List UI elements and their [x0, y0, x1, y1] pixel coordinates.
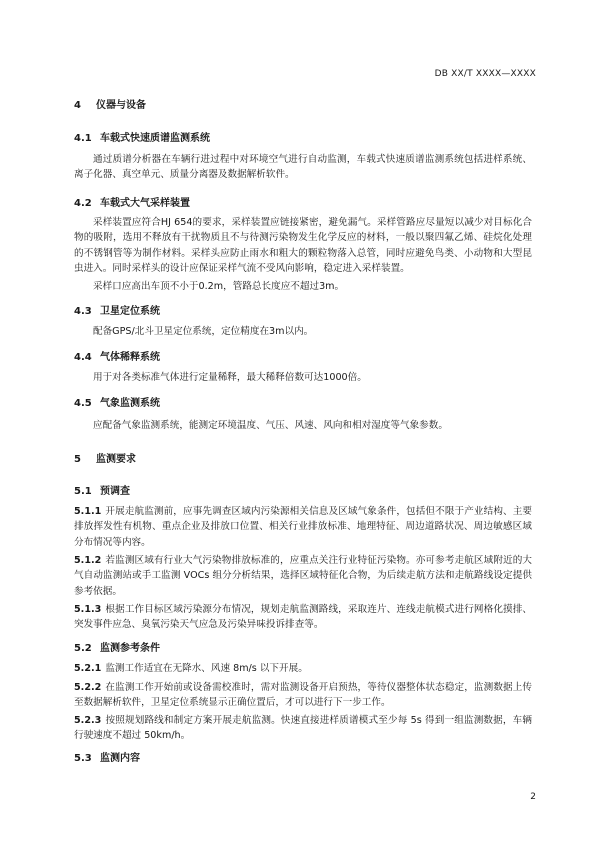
- clause-text: 按照规划路线和制定方案开展走航监测。快速直接进样质谱模式至少每 5s 得到一组监测数据，车辆行驶速度不超过 50km/h。: [74, 715, 532, 742]
- clause-title: 车载式快速质谱监测系统: [100, 133, 210, 144]
- clause-number: 4.5: [74, 398, 92, 409]
- clause-5-1-2: [74, 553, 532, 599]
- paragraph-4-2-b: 采样口应高出车顶不小于0.2m，管路总长度应不超过3m。: [93, 281, 345, 292]
- document-code: DB XX/T XXXX—XXXX: [434, 69, 536, 79]
- clause-title: 监测参考条件: [100, 643, 160, 654]
- clause-number: 5.3: [74, 753, 92, 764]
- clause-text: 开展走航监测前，应事先调查区域内污染源相关信息及区域气象条件，包括但不限于产业结构、主要排放挥发性有机物、重点企业及排放口位置、相关行业排放标准、地理特征、周边道路状况、周边敏感区域分布情况等内容。: [74, 506, 532, 548]
- clause-text: 若监测区域有行业大气污染物排放标准的，应重点关注行业特征污染物。亦可参考走航区域附近的大气自动监测站或手工监测 VOCs 组分分析结果，选择区域特征化合物，为后续走航方法和走航路线设定提供参考依据。: [74, 555, 532, 597]
- clause-title: 气体稀释系统: [100, 352, 160, 363]
- clause-text: 在监测工作开始前或设备需校准时，需对监测设备开启预热，等待仪器整体状态稳定，监测数据上传至数据解析软件，卫星定位系统显示正确位置后，才可以进行下一步工作。: [74, 682, 532, 709]
- clause-number: 5.2: [74, 643, 92, 654]
- clause-5-2-3: [74, 713, 532, 744]
- clause-heading-4-2: [74, 196, 532, 211]
- section-number: 4: [74, 100, 81, 111]
- clause-title: 卫星定位系统: [100, 306, 160, 317]
- clause-number: 5.1: [74, 486, 92, 497]
- paragraph-4-3: 配备GPS/北斗卫星定位系统，定位精度在3m以内。: [93, 326, 314, 337]
- clause-number: 5.2.2: [74, 682, 102, 693]
- section-number: 5: [74, 454, 81, 465]
- clause-number: 5.2.1: [74, 663, 102, 674]
- paragraph-4-2-a: 采样装置应符合HJ 654的要求，采样装置应链接紧密，避免漏气。采样管路应尽量短以减少对目标化合物的吸附，选用不释放有干扰物质且不与待测污染物发生化学反应的材料，一般以聚四氟乙烯、硅烷化处理的不锈钢管等为制作材料。采样头应防止雨水和粗大的颗粒物落入总管，同时应避免鸟类、小动物和大型昆虫进入。同时采样头的设计应保证采样气流不受风向影响，稳定进入采样装置。: [74, 217, 532, 275]
- clause-heading-5-3: [74, 751, 532, 766]
- clause-heading-4-5: [74, 396, 532, 411]
- clause-number: 5.1.1: [74, 506, 102, 517]
- clause-5-1-3: [74, 602, 532, 633]
- clause-title: 气象监测系统: [100, 398, 160, 409]
- section-heading-4: [74, 98, 532, 113]
- section-heading-5: [74, 452, 532, 467]
- clause-5-2-1: [74, 661, 532, 676]
- clause-heading-5-2: [74, 641, 532, 656]
- clause-5-1-1: [74, 504, 532, 550]
- clause-title: 车载式大气采样装置: [100, 198, 190, 209]
- paragraph-4-5: 应配备气象监测系统，能测定环境温度、气压、风速、风向和相对湿度等气象参数。: [93, 420, 448, 431]
- section-title: 仪器与设备: [96, 100, 146, 111]
- page-number: 2: [530, 792, 536, 802]
- paragraph-4-4: 用于对各类标准气体进行定量稀释，最大稀释倍数可达1000倍。: [93, 372, 367, 383]
- clause-text: 根据工作目标区域污染源分布情况，规划走航监测路线，采取连片、连线走航模式进行网格化摸排、突发事件应急、臭氧污染天气应急及污染异味投诉排查等。: [74, 604, 532, 631]
- section-title: 监测要求: [96, 454, 136, 465]
- clause-5-2-2: [74, 680, 532, 711]
- clause-heading-5-1: [74, 484, 532, 499]
- clause-number: 4.4: [74, 352, 92, 363]
- clause-heading-4-3: [74, 304, 532, 319]
- clause-heading-4-4: [74, 350, 532, 365]
- clause-text: 监测工作适宜在无降水、风速 8m/s 以下开展。: [105, 663, 308, 674]
- clause-heading-4-1: [74, 131, 532, 146]
- clause-title: 预调查: [100, 486, 130, 497]
- clause-number: 4.2: [74, 198, 92, 209]
- clause-title: 监测内容: [100, 753, 140, 764]
- clause-number: 5.1.3: [74, 604, 102, 615]
- clause-number: 4.3: [74, 306, 92, 317]
- clause-number: 5.1.2: [74, 555, 102, 566]
- clause-number: 5.2.3: [74, 715, 102, 726]
- clause-number: 4.1: [74, 133, 92, 144]
- paragraph-4-1: 通过质谱分析器在车辆行进过程中对环境空气进行自动监测，车载式快速质谱监测系统包括进样系统、离子化器、真空单元、质量分离器及数据解析软件。: [74, 154, 532, 181]
